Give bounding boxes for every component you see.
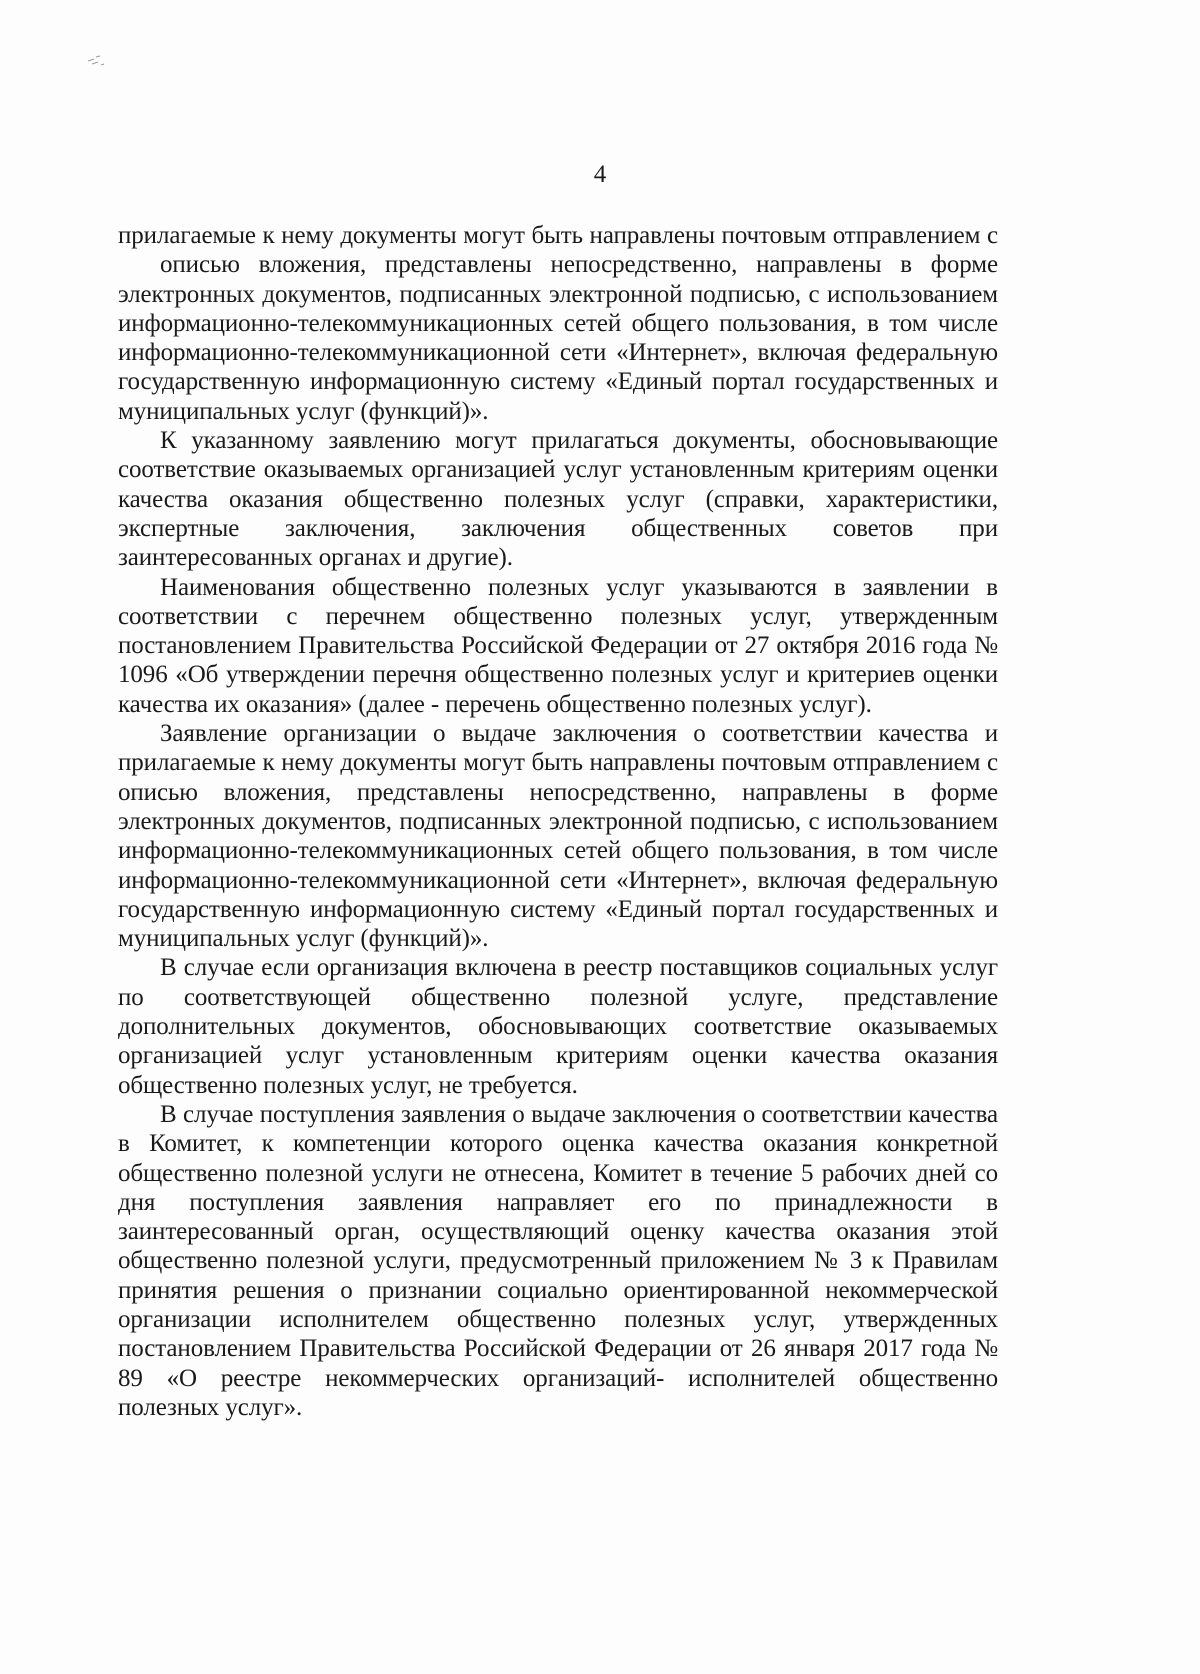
paragraph-continuation-head: прилагаемые к нему документы могут быть направлены почтовым отправлением с — [118, 222, 998, 249]
document-body — [118, 221, 998, 1422]
paragraph-attachments: К указанному заявлению могут прилагаться документы, обосновывающие соответствие оказываемых организацией услуг установленным критериям оценки качества оказания общественно полезных услуг (справки, характеристики, экспертные заключения, заключения общественных советов при заинтересованных органах и другие). — [118, 427, 998, 572]
paragraph-redirection: В случае поступления заявления о выдаче заключения о соответствии качества в Комитет, к компетенции которого оценка качества оказания конкретной общественно полезной услуги не отнесена, Комитет в течение 5 рабочих дней со дня поступления заявления направляет его по принадлежности в заинтересованный орган, осуществляющий оценку качества оказания этой общественно полезной услуги, предусмотренный приложением № 3 к Правилам принятия решения о признании социально ориентированной некоммерческой организации исполнителем общественно полезных услуг, утвержденных постановлением Правительства Российской Федерации от 26 января 2017 года № 89 «О реестре некоммерческих организаций- исполнителей общественно полезных услуг». — [118, 1100, 998, 1421]
paragraph-continuation: описью вложения, представлены непосредственно, направлены в форме электронных документов, подписанных электронной подписью, с использованием информационно-телекоммуникационных сетей общего пользования, в том числе информационно-телекоммуникационной сети «Интернет», включая федеральную государственную информационную систему «Единый портал государственных и муниципальных услуг (функций)». — [118, 251, 998, 425]
page-number: 4 — [593, 161, 607, 188]
paragraph-service-names: Наименования общественно полезных услуг указываются в заявлении в соответствии с перечнем общественно полезных услуг, утвержденным постановлением Правительства Российской Федерации от 27 октября 2016 года № 1096 «Об утверждении перечня общественно полезных услуг и критериев оценки качества их оказания» (далее - перечень общественно полезных услуг). — [118, 573, 998, 718]
paragraph-application-submission: Заявление организации о выдаче заключения о соответствии качества и прилагаемые к нему документы могут быть направлены почтовым отправлением с описью вложения, представлены непосредственно, направлены в форме электронных документов, подписанных электронной подписью, с использованием информационно-телекоммуникационных сетей общего пользования, в том числе информационно-телекоммуникационной сети «Интернет», включая федеральную государственную информационную систему «Единый портал государственных и муниципальных услуг (функций)». — [118, 720, 998, 953]
scan-artifact-mark — [86, 52, 108, 70]
paragraph-registry-exemption: В случае если организация включена в реестр поставщиков социальных услуг по соответствующей общественно полезной услуге, представление дополнительных документов, обосновывающих соответствие оказываемых организацией услуг установленным критериям оценки качества оказания общественно полезных услуг, не требуется. — [118, 954, 998, 1099]
